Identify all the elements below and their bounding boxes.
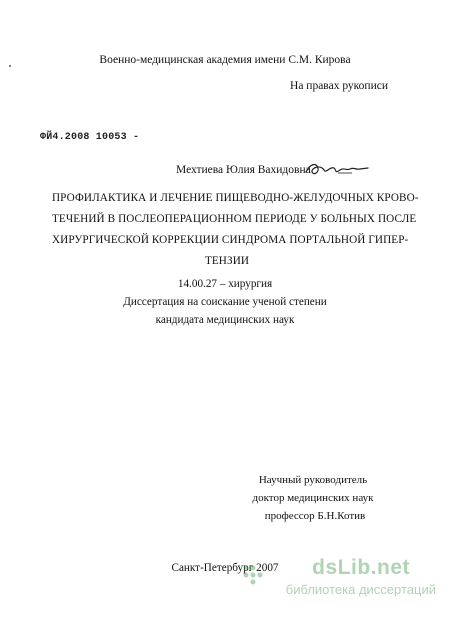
supervisor-name: профессор Б.Н.Котив bbox=[264, 510, 366, 522]
title-line: ХИРУРГИЧЕСКОЙ КОРРЕКЦИИ СИНДРОМА ПОРТАЛЬНОЙ ГИПЕР- bbox=[52, 234, 409, 246]
institution-name: Военно-медицинская академия имени С.М. Кирова bbox=[99, 54, 351, 66]
specialty-code: 14.00.27 – хирургия bbox=[177, 278, 273, 290]
registry-number-stamp: ФЙ4.2008 10053 - bbox=[40, 132, 140, 143]
title-line: ТЕЧЕНИЙ В ПОСЛЕОПЕРАЦИОННОМ ПЕРИОДЕ У БОЛЬНЫХ ПОСЛЕ bbox=[52, 213, 417, 225]
title-line: ТЕНЗИИ bbox=[204, 255, 250, 267]
author-signature bbox=[304, 158, 370, 180]
manuscript-rights-note: На правах рукописи bbox=[290, 80, 388, 92]
degree-sought: кандидата медицинских наук bbox=[155, 314, 295, 326]
watermark-dots-icon bbox=[242, 564, 264, 586]
supervisor-role: Научный руководитель bbox=[258, 474, 368, 486]
dissertation-title bbox=[52, 188, 419, 272]
watermark-logo: dsLib.net bbox=[312, 556, 410, 579]
dissertation-purpose: Диссертация на соискание ученой степени bbox=[123, 296, 327, 308]
title-line: ПРОФИЛАКТИКА И ЛЕЧЕНИЕ ПИЩЕВОДНО-ЖЕЛУДОЧНЫХ КРОВО- bbox=[52, 192, 419, 204]
watermark-subtitle: библиотека диссертаций bbox=[285, 582, 436, 597]
dslib-watermark bbox=[236, 556, 436, 612]
supervisor-degree: доктор медицинских наук bbox=[252, 492, 374, 504]
author-name: Мехтиева Юлия Вахидовна bbox=[176, 164, 311, 176]
city-year: Санкт-Петербург 2007 bbox=[171, 562, 279, 574]
